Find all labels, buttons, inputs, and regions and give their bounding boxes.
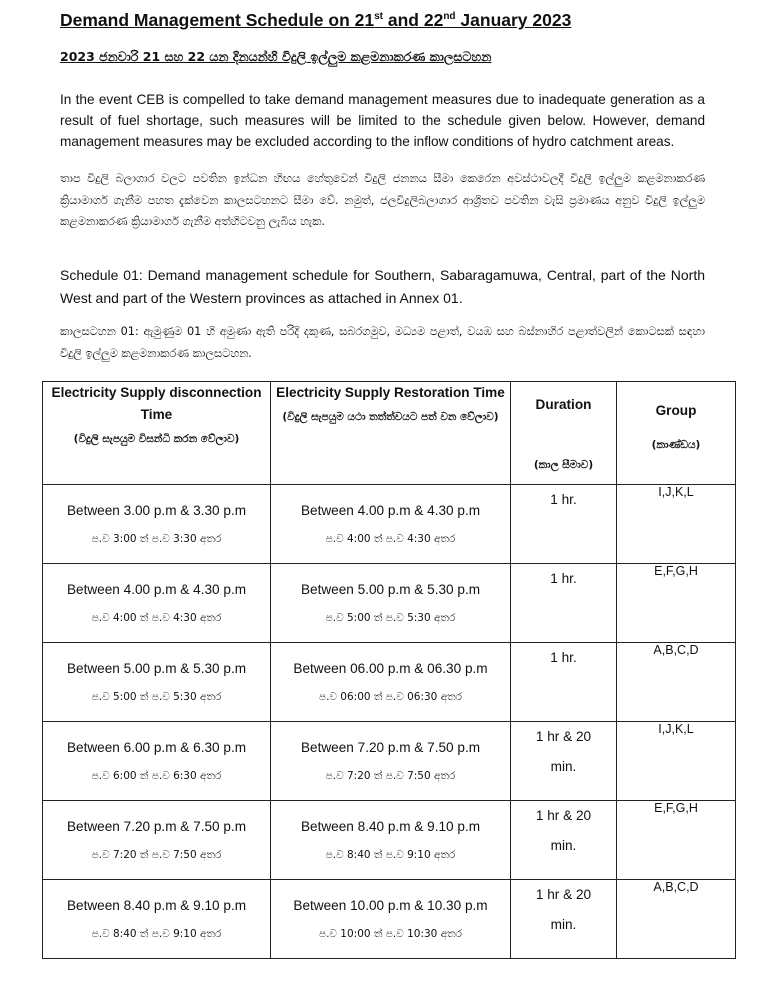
disconnection-time-si: ප.ව 7:20 ත් ප.ව 7:50 අතර [91, 849, 222, 861]
restoration-time-si: ප.ව 8:40 ත් ප.ව 9:10 අතර [325, 849, 456, 861]
table-header-row [43, 382, 736, 485]
restoration-cell [271, 880, 511, 959]
restoration-time: Between 10.00 p.m & 10.30 p.m [293, 898, 488, 913]
disconnection-time: Between 4.00 p.m & 4.30 p.m [66, 582, 247, 597]
header-group-label: Group [655, 403, 697, 418]
table-row [43, 564, 736, 643]
restoration-time: Between 4.00 p.m & 4.30 p.m [300, 503, 481, 518]
restoration-time-si: ප.ව 06:00 ත් ප.ව 06:30 අතර [318, 691, 463, 703]
disconnection-time-si: ප.ව 6:00 ත් ප.ව 6:30 අතර [91, 770, 222, 782]
title-sup-nd: nd [443, 11, 456, 23]
title-text-suffix: January 2023 [455, 10, 572, 30]
header-restoration-label-si: (විදුලි සැපයුම යථා තත්ත්වයට පත් වන වේලාව) [282, 411, 499, 423]
duration-cell [511, 485, 617, 564]
restoration-time-si: ප.ව 10:00 ත් ප.ව 10:30 අතර [318, 928, 463, 940]
table-row [43, 801, 736, 880]
header-duration-label: Duration [535, 397, 592, 412]
restoration-time: Between 06.00 p.m & 06.30 p.m [293, 661, 488, 676]
title-sup-st: st [374, 11, 384, 23]
disconnection-cell [43, 564, 271, 643]
header-group [617, 382, 736, 485]
header-disconnection-time [43, 382, 271, 485]
schedule-paragraph-en: Schedule 01: Demand management schedule for Southern, Sabaragamuwa, Central, part of the North West and part of the Western provinces as attached in Annex 01. [60, 267, 705, 306]
group-cell: E,F,G,H [617, 564, 736, 643]
header-restoration-time [271, 382, 511, 485]
disconnection-time-si: ප.ව 5:00 ත් ප.ව 5:30 අතර [91, 691, 222, 703]
restoration-cell [271, 801, 511, 880]
restoration-cell [271, 643, 511, 722]
group-cell: A,B,C,D [617, 643, 736, 722]
duration-value: 1 hr & 20 [535, 729, 592, 744]
header-duration [511, 382, 617, 485]
group-cell: I,J,K,L [617, 485, 736, 564]
duration-value-cont: min. [550, 917, 577, 932]
duration-cell [511, 564, 617, 643]
disconnection-cell [43, 643, 271, 722]
disconnection-time-si: ප.ව 8:40 ත් ප.ව 9:10 අතර [91, 928, 222, 940]
restoration-cell [271, 485, 511, 564]
header-restoration-label: Electricity Supply Restoration Time [276, 385, 505, 400]
duration-value: 1 hr. [550, 650, 577, 665]
header-group-label-si: (කාණ්ඩය) [651, 439, 701, 451]
duration-value-cont: min. [550, 838, 577, 853]
disconnection-time-si: ප.ව 3:00 ත් ප.ව 3:30 අතර [91, 533, 222, 545]
title-text-middle: and 22 [383, 10, 444, 30]
duration-cell [511, 801, 617, 880]
duration-cell [511, 880, 617, 959]
header-disconnection-label: Electricity Supply disconnection Time [51, 385, 262, 422]
duration-cell [511, 643, 617, 722]
title-text: Demand Management Schedule on 21 [60, 10, 375, 30]
disconnection-cell [43, 485, 271, 564]
sinhala-title: 2023 ජනවාරි 21 සහ 22 යන දිනයන්හි විදුලි ඉල්ලුම කළමනාකරණ කාලසටහන [60, 49, 492, 64]
duration-cell [511, 722, 617, 801]
schedule-table [42, 381, 736, 959]
restoration-cell [271, 564, 511, 643]
disconnection-cell [43, 880, 271, 959]
disconnection-time: Between 8.40 p.m & 9.10 p.m [66, 898, 247, 913]
duration-value: 1 hr. [550, 571, 577, 586]
restoration-cell [271, 722, 511, 801]
disconnection-time: Between 3.00 p.m & 3.30 p.m [66, 503, 247, 518]
disconnection-time-si: ප.ව 4:00 ත් ප.ව 4:30 අතර [91, 612, 222, 624]
intro-paragraph-en: In the event CEB is compelled to take demand management measures due to inadequate generation as a result of fuel shortage, such measures will be limited to the schedule given below. However, demand management measures may be excluded according to the inflow conditions of hydro catchment areas. [60, 92, 705, 149]
table-row [43, 485, 736, 564]
restoration-time: Between 5.00 p.m & 5.30 p.m [300, 582, 481, 597]
disconnection-time: Between 6.00 p.m & 6.30 p.m [66, 740, 247, 755]
table-row [43, 880, 736, 959]
disconnection-time: Between 5.00 p.m & 5.30 p.m [66, 661, 247, 676]
header-disconnection-label-si: (විදුලි සැපයුම විසන්ධි කරන වේලාව) [73, 433, 240, 445]
restoration-time-si: ප.ව 7:20 ත් ප.ව 7:50 අතර [325, 770, 456, 782]
page-title [60, 10, 571, 31]
schedule-paragraph-si: කාලසටහන 01: ඇමුණුම 01 හි අමුණා ඇති පරිදි දකුණ, සබරගමුව, මධ්‍යම පළාත්, වයඹ සහ බස්නාහිර පළාත්වලින් කොටසක් සඳහා විදුලි ඉල්ලුම කළමනාකරණ කාලසටහන. [60, 325, 705, 360]
table-row [43, 722, 736, 801]
group-cell: I,J,K,L [617, 722, 736, 801]
restoration-time-si: ප.ව 5:00 ත් ප.ව 5:30 අතර [325, 612, 456, 624]
group-cell: A,B,C,D [617, 880, 736, 959]
duration-value: 1 hr & 20 [535, 808, 592, 823]
restoration-time: Between 8.40 p.m & 9.10 p.m [300, 819, 481, 834]
disconnection-cell [43, 801, 271, 880]
disconnection-time: Between 7.20 p.m & 7.50 p.m [66, 819, 247, 834]
restoration-time: Between 7.20 p.m & 7.50 p.m [300, 740, 481, 755]
intro-paragraph-si: තාප විදුලි බලාගාර වලට පවතින ඉන්ධන හිඟය හේතුවෙන් විදුලි ජනනය සීමා කෙරෙන අවස්ථාවලදී විදුලි ඉල්ලුම කළමනාකරණ ක්‍රියාමාර්ග ගැනීම පහත දැක්වෙන කාලසටහනට සීමා වේ. නමුත්, ජලවිදුලිබලාගාර ආශ්‍රිතව පවතින වැසි ප්‍රමාණය අනුව විදුලි ඉල්ලුම කළමනාකරණ ක්‍රියාමාර්ග ගැනීම අත්හිටවනු ලැබිය හැක. [60, 172, 705, 228]
duration-value-cont: min. [550, 759, 577, 774]
table-row [43, 643, 736, 722]
header-duration-label-si: (කාල සීමාව) [533, 459, 594, 471]
duration-value: 1 hr & 20 [535, 887, 592, 902]
disconnection-cell [43, 722, 271, 801]
group-cell: E,F,G,H [617, 801, 736, 880]
duration-value: 1 hr. [550, 492, 577, 507]
restoration-time-si: ප.ව 4:00 ත් ප.ව 4:30 අතර [325, 533, 456, 545]
